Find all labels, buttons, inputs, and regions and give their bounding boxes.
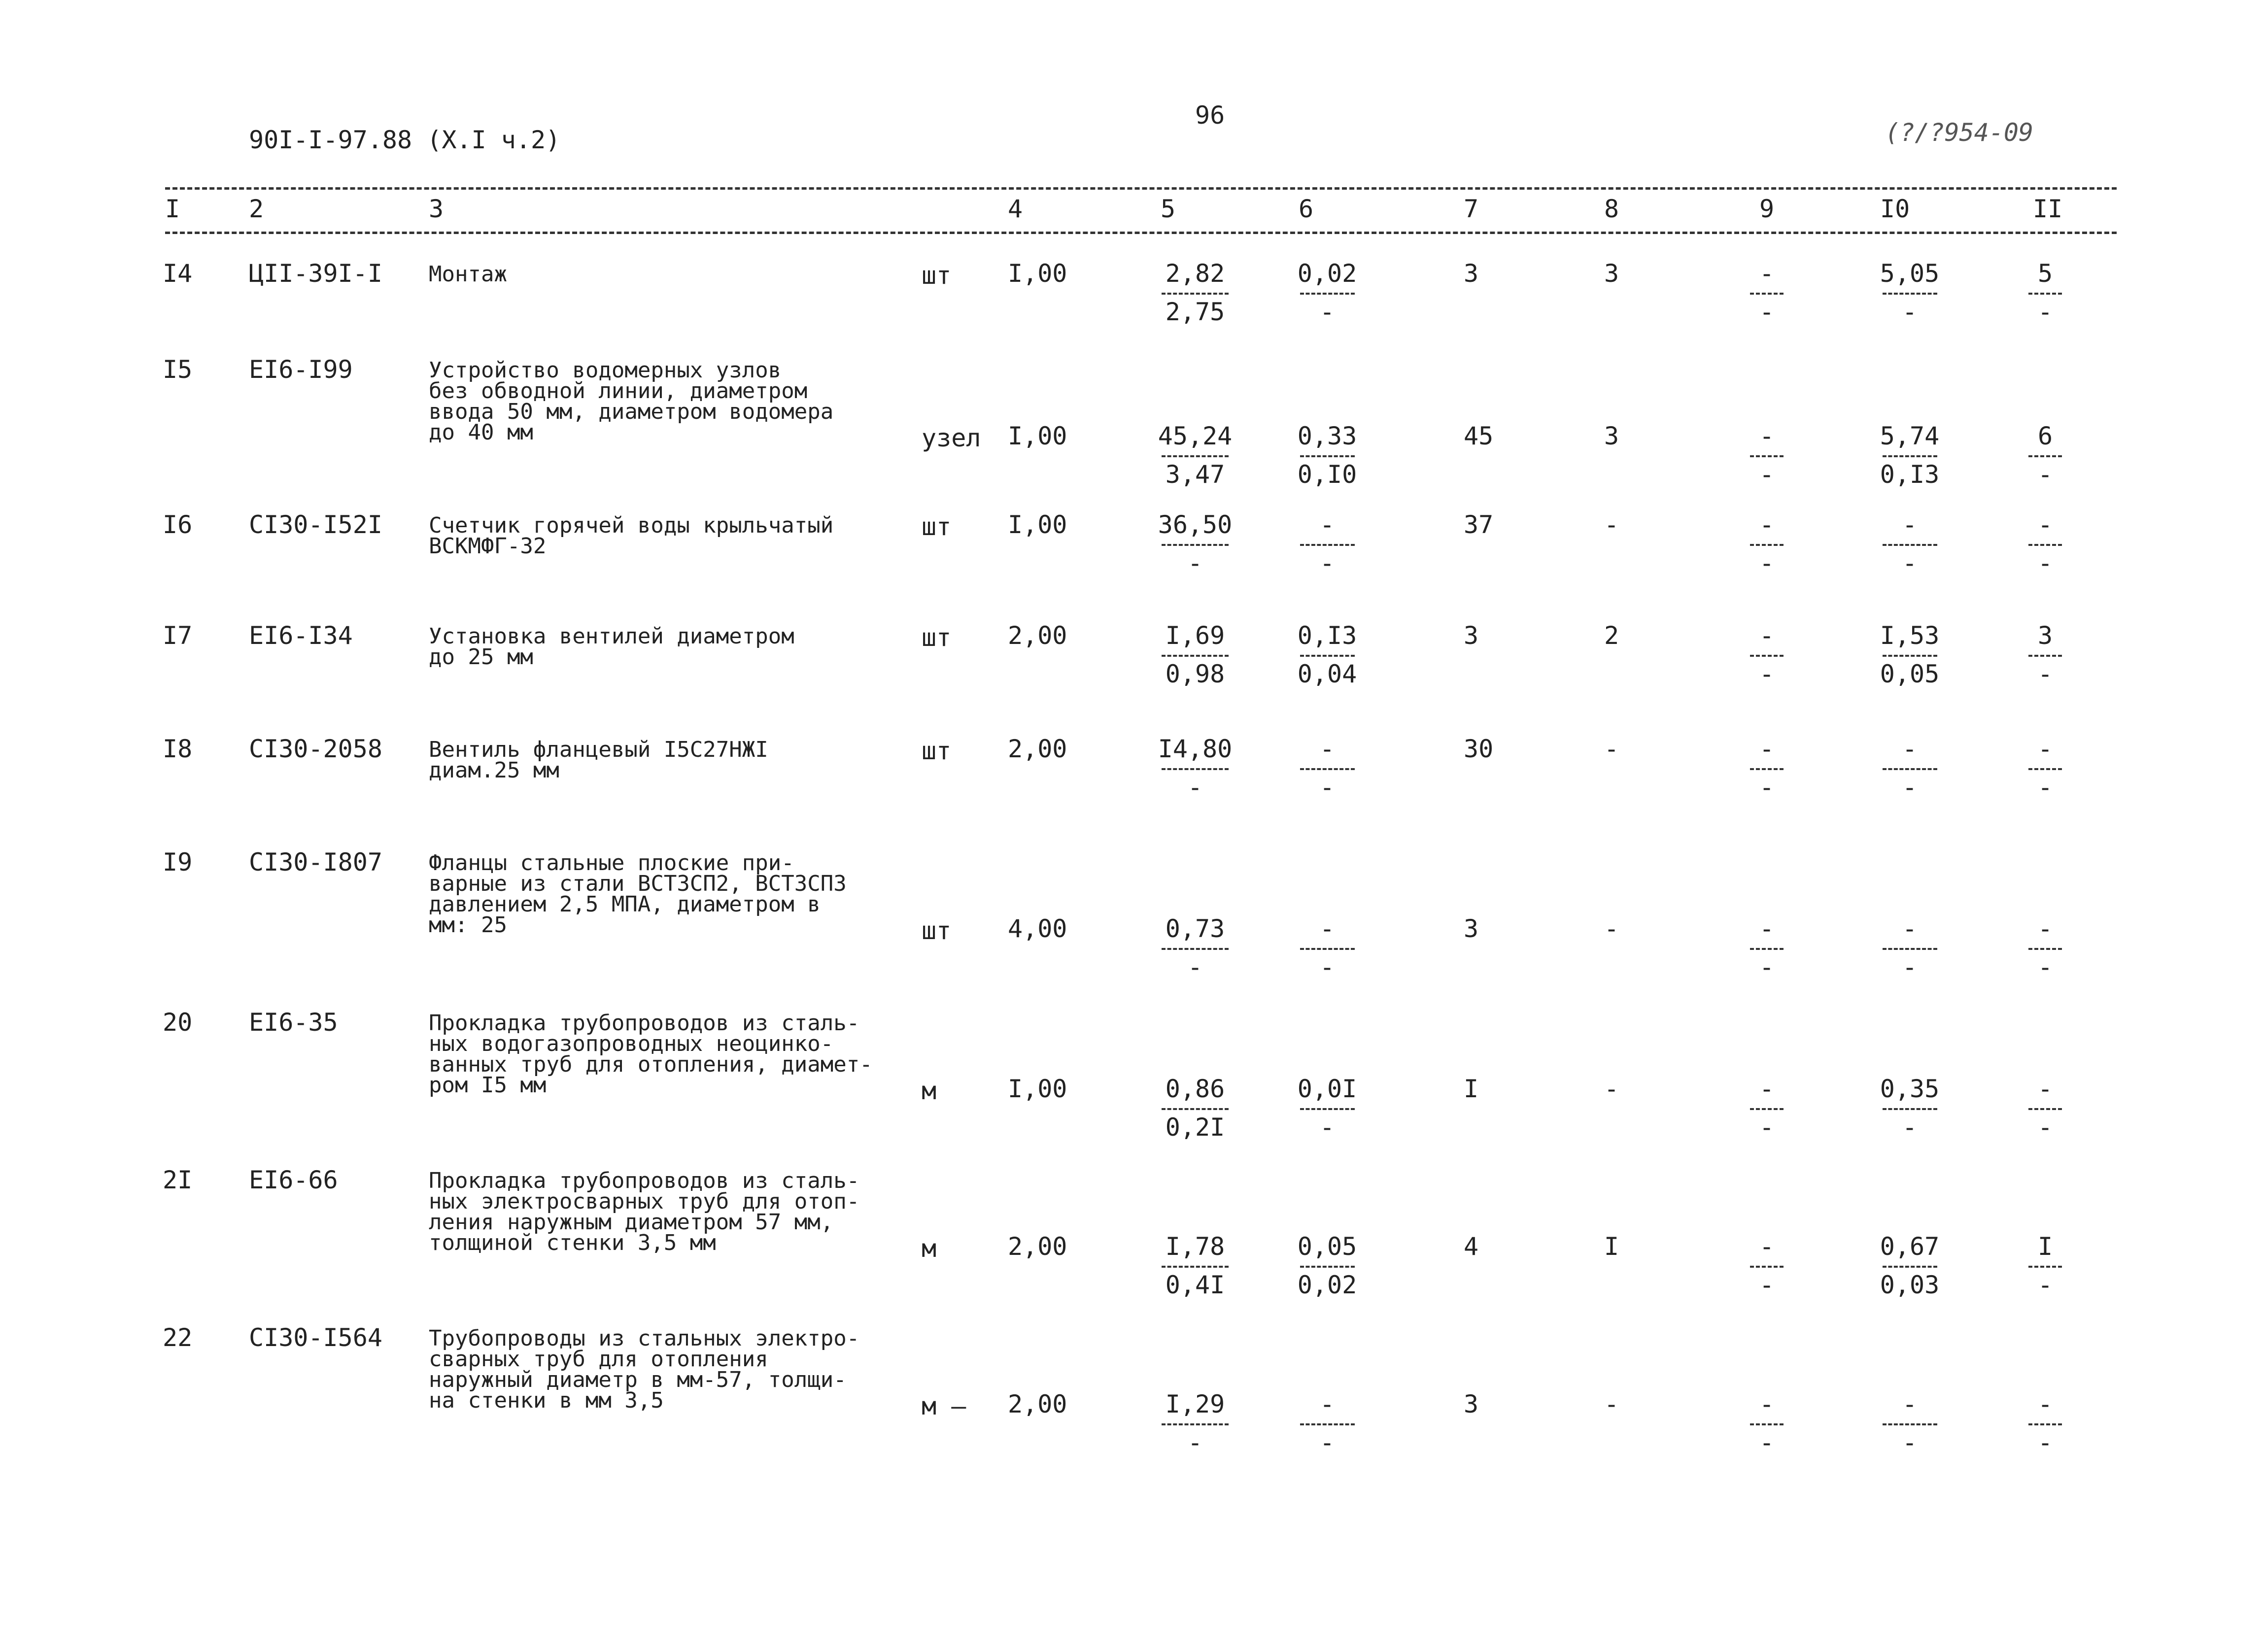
unit-of-measure: шт (922, 261, 952, 290)
cost-col-5-denominator: - (1187, 1428, 1203, 1457)
rate-code: ЦII-39I-I (249, 259, 382, 288)
description-line: сварных труб для отопления (429, 1347, 768, 1372)
cost-col-10 (1878, 1392, 1942, 1455)
description-line: ных водогазопроводных неоцинко- (429, 1031, 834, 1056)
cost-col-9-denominator: - (1759, 298, 1775, 326)
cost-col-6 (1295, 424, 1359, 487)
description-line: Фланцы стальные плоские при- (429, 850, 794, 876)
description-line: Трубопроводы из стальных электро- (429, 1326, 860, 1351)
rate-code: CI30-I564 (249, 1323, 382, 1352)
cost-col-8: 3 (1604, 259, 1619, 288)
fraction-bar (1750, 768, 1784, 770)
cost-col-10-denominator: 0,I3 (1880, 460, 1940, 489)
quantity: 2,00 (1008, 621, 1067, 650)
fraction-bar (1162, 1423, 1229, 1425)
fraction-bar (1883, 655, 1937, 657)
cost-col-9-numerator: - (1759, 621, 1775, 650)
cost-col-8: 3 (1604, 422, 1619, 450)
column-header: 3 (429, 195, 444, 223)
cost-col-11 (2025, 1392, 2065, 1455)
quantity: 4,00 (1008, 914, 1067, 943)
description-line: Установка вентилей диаметром (429, 624, 794, 649)
cost-col-9-numerator: - (1759, 1075, 1775, 1103)
cost-col-5 (1156, 737, 1235, 800)
cost-col-11 (2025, 512, 2065, 575)
work-description (429, 515, 902, 557)
fraction-bar (1300, 293, 1355, 295)
cost-col-11 (2025, 737, 2065, 800)
rate-code: EI6-66 (249, 1166, 338, 1194)
description-line: Прокладка трубопроводов из сталь- (429, 1168, 860, 1193)
cost-col-10-numerator: - (1902, 914, 1918, 943)
cost-col-5-denominator: - (1187, 953, 1203, 981)
fraction-bar (1300, 1423, 1355, 1425)
cost-col-7: 3 (1464, 621, 1479, 650)
fraction-bar (1883, 1266, 1937, 1268)
cost-col-6-numerator: 0,0I (1297, 1075, 1357, 1103)
cost-col-8: - (1604, 914, 1619, 943)
description-line: ления наружным диаметром 57 мм, (429, 1210, 834, 1235)
cost-col-7: 3 (1464, 914, 1479, 943)
column-header: I0 (1880, 195, 1910, 223)
cost-col-11 (2025, 623, 2065, 686)
cost-col-7: 4 (1464, 1232, 1479, 1261)
unit-of-measure: шт (922, 737, 952, 765)
fraction-bar (1883, 293, 1937, 295)
cost-col-10-denominator: - (1902, 1428, 1918, 1457)
fraction-bar (1300, 1108, 1355, 1110)
cost-col-11-denominator: - (2037, 549, 2053, 577)
cost-col-9 (1747, 916, 1786, 979)
fraction-bar (1750, 455, 1784, 457)
column-header: 5 (1161, 195, 1176, 223)
description-line: без обводной линии, диаметром (429, 378, 808, 404)
fraction-bar (2028, 1423, 2062, 1425)
cost-col-11 (2025, 424, 2065, 487)
cost-col-11-denominator: - (2037, 1113, 2053, 1142)
cost-col-6-numerator: 0,05 (1297, 1232, 1357, 1261)
cost-col-9-denominator: - (1759, 1271, 1775, 1299)
row-number: 2I (163, 1166, 193, 1194)
work-description (429, 264, 902, 285)
cost-col-11 (2025, 916, 2065, 979)
document-code: 90I-I-97.88 (X.I ч.2) (249, 126, 561, 154)
cost-col-10 (1878, 1234, 1942, 1297)
column-header: II (2033, 195, 2063, 223)
unit-of-measure: шт (922, 512, 952, 541)
cost-col-11-denominator: - (2037, 1428, 2053, 1457)
cost-col-10-numerator: - (1902, 735, 1918, 763)
fraction-bar (1883, 1423, 1937, 1425)
cost-col-9-denominator: - (1759, 953, 1775, 981)
cost-col-6-numerator: - (1319, 914, 1335, 943)
cost-col-8: - (1604, 1390, 1619, 1418)
cost-col-9-denominator: - (1759, 1113, 1775, 1142)
cost-col-10 (1878, 261, 1942, 324)
work-description (429, 1168, 902, 1255)
fraction-bar (2028, 455, 2062, 457)
cost-col-11-denominator: - (2037, 298, 2053, 326)
unit-of-measure: шт (922, 623, 952, 652)
cost-col-11-denominator: - (2037, 460, 2053, 489)
description-line: ных электросварных труб для отоп- (429, 1189, 860, 1214)
fraction-bar (1162, 655, 1229, 657)
cost-col-11 (2025, 1077, 2065, 1140)
cost-col-5 (1156, 424, 1235, 487)
description-line: толщиной стенки 3,5 мм (429, 1230, 716, 1255)
description-line: наружный диаметр в мм-57, толщи- (429, 1367, 847, 1392)
cost-col-5 (1156, 1392, 1235, 1455)
cost-col-9 (1747, 1077, 1786, 1140)
work-description (429, 360, 902, 443)
header-top-rule (165, 187, 2117, 190)
cost-col-5-denominator: - (1187, 773, 1203, 802)
cost-col-10 (1878, 424, 1942, 487)
cost-col-6 (1295, 623, 1359, 686)
fraction-bar (1162, 1266, 1229, 1268)
cost-col-9-numerator: - (1759, 914, 1775, 943)
fraction-bar (1883, 455, 1937, 457)
work-description (429, 850, 902, 938)
cost-col-11-denominator: - (2037, 660, 2053, 688)
cost-col-5-numerator: 0,86 (1165, 1075, 1225, 1103)
quantity: 2,00 (1008, 735, 1067, 763)
cost-col-11-numerator: 6 (2037, 422, 2053, 450)
page-number: 96 (1195, 101, 1225, 130)
description-line: Прокладка трубопроводов из сталь- (429, 1011, 860, 1036)
cost-col-9 (1747, 1234, 1786, 1297)
cost-col-8: 2 (1604, 621, 1619, 650)
cost-col-9 (1747, 623, 1786, 686)
description-line: до 25 мм (429, 644, 533, 670)
cost-col-5 (1156, 261, 1235, 324)
rate-code: EI6-I34 (249, 621, 353, 650)
cost-col-9-numerator: - (1759, 422, 1775, 450)
description-line: давлением 2,5 МПА, диаметром в (429, 892, 821, 917)
cost-col-9-numerator: - (1759, 510, 1775, 539)
cost-col-11-numerator: I (2037, 1232, 2053, 1261)
description-line: мм: 25 (429, 912, 507, 938)
cost-col-5-denominator: 0,4I (1165, 1271, 1225, 1299)
cost-col-7: 45 (1464, 422, 1494, 450)
cost-col-10-numerator: I,53 (1880, 621, 1940, 650)
cost-col-10-denominator: 0,03 (1880, 1271, 1940, 1299)
cost-col-5-numerator: I,69 (1165, 621, 1225, 650)
cost-col-11-numerator: - (2037, 1075, 2053, 1103)
cost-col-11-numerator: - (2037, 510, 2053, 539)
fraction-bar (1162, 1108, 1229, 1110)
cost-col-11-numerator: 5 (2037, 259, 2053, 288)
fraction-bar (1162, 455, 1229, 457)
cost-col-7: I (1464, 1075, 1479, 1103)
fraction-bar (2028, 1108, 2062, 1110)
fraction-bar (1162, 948, 1229, 950)
fraction-bar (1750, 948, 1784, 950)
description-line: ВСКМФГ-32 (429, 534, 547, 559)
header-bottom-rule (165, 232, 2117, 234)
description-line: Счетчик горячей воды крыльчатый (429, 513, 834, 538)
cost-col-10 (1878, 1077, 1942, 1140)
cost-col-10-denominator: - (1902, 1113, 1918, 1142)
rate-code: CI30-I52I (249, 510, 382, 539)
unit-of-measure: м (922, 1077, 937, 1105)
cost-col-10-denominator: - (1902, 773, 1918, 802)
cost-col-9 (1747, 512, 1786, 575)
cost-col-11-denominator: - (2037, 773, 2053, 802)
cost-col-9-denominator: - (1759, 773, 1775, 802)
quantity: 2,00 (1008, 1232, 1067, 1261)
fraction-bar (1300, 544, 1355, 546)
cost-col-7: 30 (1464, 735, 1494, 763)
cost-col-11 (2025, 1234, 2065, 1297)
row-number: I4 (163, 259, 193, 288)
cost-col-5 (1156, 623, 1235, 686)
row-number: I8 (163, 735, 193, 763)
cost-col-7: 3 (1464, 1390, 1479, 1418)
cost-col-5-numerator: 0,73 (1165, 914, 1225, 943)
cost-col-6-numerator: 0,I3 (1297, 621, 1357, 650)
cost-col-10-numerator: 5,05 (1880, 259, 1940, 288)
quantity: I,00 (1008, 1075, 1067, 1103)
fraction-bar (1883, 948, 1937, 950)
cost-col-6-numerator: - (1319, 510, 1335, 539)
cost-col-10-numerator: - (1902, 1390, 1918, 1418)
cost-col-6 (1295, 261, 1359, 324)
cost-col-9 (1747, 261, 1786, 324)
column-header: 8 (1604, 195, 1619, 223)
cost-col-6-denominator: - (1319, 1113, 1335, 1142)
cost-col-10-denominator: 0,05 (1880, 660, 1940, 688)
fraction-bar (1300, 948, 1355, 950)
work-description (429, 737, 902, 783)
cost-col-6-denominator: 0,04 (1297, 660, 1357, 688)
fraction-bar (1300, 1266, 1355, 1268)
cost-col-5-denominator: 3,47 (1165, 460, 1225, 489)
fraction-bar (2028, 948, 2062, 950)
row-number: 22 (163, 1323, 193, 1352)
cost-col-10 (1878, 623, 1942, 686)
cost-col-6-denominator: 0,I0 (1297, 460, 1357, 489)
cost-col-6-denominator: - (1319, 298, 1335, 326)
cost-col-11-numerator: - (2037, 735, 2053, 763)
work-description (429, 1013, 902, 1096)
description-line: на стенки в мм 3,5 (429, 1388, 664, 1413)
cost-col-10-denominator: - (1902, 549, 1918, 577)
column-header: 4 (1008, 195, 1023, 223)
cost-col-5-denominator: - (1187, 549, 1203, 577)
row-number: I9 (163, 848, 193, 877)
cost-col-9-denominator: - (1759, 1428, 1775, 1457)
cost-col-6 (1295, 1234, 1359, 1297)
work-description (429, 1328, 902, 1411)
column-header: 9 (1759, 195, 1775, 223)
description-line: Монтаж (429, 262, 507, 287)
column-header: 6 (1299, 195, 1314, 223)
fraction-bar (1883, 544, 1937, 546)
quantity: I,00 (1008, 259, 1067, 288)
cost-col-9-denominator: - (1759, 460, 1775, 489)
cost-col-8: - (1604, 510, 1619, 539)
cost-col-6 (1295, 512, 1359, 575)
fraction-bar (1883, 1108, 1937, 1110)
cost-col-8: I (1604, 1232, 1619, 1261)
unit-of-measure: м (922, 1234, 937, 1263)
unit-of-measure: шт (922, 916, 952, 945)
cost-col-10-numerator: 5,74 (1880, 422, 1940, 450)
cost-col-5 (1156, 1077, 1235, 1140)
cost-col-5-denominator: 0,98 (1165, 660, 1225, 688)
fraction-bar (1750, 1108, 1784, 1110)
rate-code: CI30-I807 (249, 848, 382, 877)
column-header: 2 (249, 195, 264, 223)
cost-col-9-numerator: - (1759, 735, 1775, 763)
cost-col-6-denominator: 0,02 (1297, 1271, 1357, 1299)
cost-col-6-numerator: 0,02 (1297, 259, 1357, 288)
cost-col-6-denominator: - (1319, 773, 1335, 802)
unit-of-measure: м – (922, 1392, 966, 1420)
cost-col-6-numerator: 0,33 (1297, 422, 1357, 450)
cost-col-5-numerator: 36,50 (1158, 510, 1233, 539)
fraction-bar (2028, 655, 2062, 657)
cost-col-5-denominator: 0,2I (1165, 1113, 1225, 1142)
cost-col-11-numerator: - (2037, 914, 2053, 943)
cost-col-6-denominator: - (1319, 1428, 1335, 1457)
cost-col-11-denominator: - (2037, 1271, 2053, 1299)
fraction-bar (1300, 655, 1355, 657)
cost-col-9-numerator: - (1759, 259, 1775, 288)
cost-col-5 (1156, 512, 1235, 575)
fraction-bar (1750, 655, 1784, 657)
cost-col-6-numerator: - (1319, 1390, 1335, 1418)
cost-col-6 (1295, 1392, 1359, 1455)
fraction-bar (1162, 768, 1229, 770)
cost-col-9-denominator: - (1759, 660, 1775, 688)
cost-col-7: 37 (1464, 510, 1494, 539)
unit-of-measure: узел (922, 424, 981, 452)
fraction-bar (1883, 768, 1937, 770)
fraction-bar (1162, 544, 1229, 546)
cost-col-5 (1156, 916, 1235, 979)
cost-col-10 (1878, 512, 1942, 575)
cost-col-8: - (1604, 735, 1619, 763)
cost-col-5-denominator: 2,75 (1165, 298, 1225, 326)
column-header: I (165, 195, 180, 223)
cost-col-6-denominator: - (1319, 549, 1335, 577)
row-number: I6 (163, 510, 193, 539)
fraction-bar (1750, 293, 1784, 295)
work-description (429, 626, 902, 668)
fraction-bar (1300, 455, 1355, 457)
cost-col-9 (1747, 424, 1786, 487)
quantity: 2,00 (1008, 1390, 1067, 1418)
cost-col-10-numerator: - (1902, 510, 1918, 539)
cost-col-5 (1156, 1234, 1235, 1297)
description-line: Устройство водомерных узлов (429, 358, 782, 383)
cost-col-6-denominator: - (1319, 953, 1335, 981)
cost-col-9 (1747, 1392, 1786, 1455)
column-header: 7 (1464, 195, 1479, 223)
cost-col-10 (1878, 737, 1942, 800)
fraction-bar (2028, 544, 2062, 546)
cost-col-10-denominator: - (1902, 298, 1918, 326)
quantity: I,00 (1008, 510, 1067, 539)
description-line: ввода 50 мм, диаметром водомера (429, 399, 834, 424)
cost-col-10-numerator: 0,35 (1880, 1075, 1940, 1103)
quantity: I,00 (1008, 422, 1067, 450)
cost-col-5-numerator: I,29 (1165, 1390, 1225, 1418)
cost-col-10 (1878, 916, 1942, 979)
cost-col-5-numerator: 2,82 (1165, 259, 1225, 288)
fraction-bar (2028, 768, 2062, 770)
cost-col-6 (1295, 737, 1359, 800)
description-line: Вентиль фланцевый I5С27НЖI (429, 737, 768, 762)
row-number: 20 (163, 1008, 193, 1037)
cost-col-9-numerator: - (1759, 1232, 1775, 1261)
fraction-bar (1750, 1266, 1784, 1268)
cost-col-9-denominator: - (1759, 549, 1775, 577)
row-number: I5 (163, 355, 193, 384)
fraction-bar (1750, 1423, 1784, 1425)
cost-col-11-denominator: - (2037, 953, 2053, 981)
description-line: варные из стали ВСТ3СП2, ВСТ3СП3 (429, 871, 847, 896)
description-line: диам.25 мм (429, 758, 559, 783)
cost-col-9 (1747, 737, 1786, 800)
fraction-bar (2028, 1266, 2062, 1268)
description-line: до 40 мм (429, 420, 533, 445)
cost-col-5-numerator: I4,80 (1158, 735, 1233, 763)
fraction-bar (1162, 293, 1229, 295)
cost-col-9-numerator: - (1759, 1390, 1775, 1418)
cost-col-10-numerator: 0,67 (1880, 1232, 1940, 1261)
rate-code: EI6-35 (249, 1008, 338, 1037)
fraction-bar (1750, 544, 1784, 546)
cost-col-8: - (1604, 1075, 1619, 1103)
cost-col-10-denominator: - (1902, 953, 1918, 981)
cost-col-7: 3 (1464, 259, 1479, 288)
description-line: ванных труб для отопления, диамет- (429, 1052, 873, 1077)
cost-col-6 (1295, 916, 1359, 979)
row-number: I7 (163, 621, 193, 650)
cost-col-11-numerator: 3 (2037, 621, 2053, 650)
rate-code: EI6-I99 (249, 355, 353, 384)
handwritten-stamp: (?/?954-09 (1885, 118, 2034, 147)
description-line: ром I5 мм (429, 1073, 547, 1098)
cost-col-6-numerator: - (1319, 735, 1335, 763)
fraction-bar (1300, 768, 1355, 770)
cost-col-6 (1295, 1077, 1359, 1140)
cost-col-11-numerator: - (2037, 1390, 2053, 1418)
cost-col-5-numerator: I,78 (1165, 1232, 1225, 1261)
fraction-bar (2028, 293, 2062, 295)
cost-col-11 (2025, 261, 2065, 324)
cost-col-5-numerator: 45,24 (1158, 422, 1233, 450)
rate-code: CI30-2058 (249, 735, 382, 763)
